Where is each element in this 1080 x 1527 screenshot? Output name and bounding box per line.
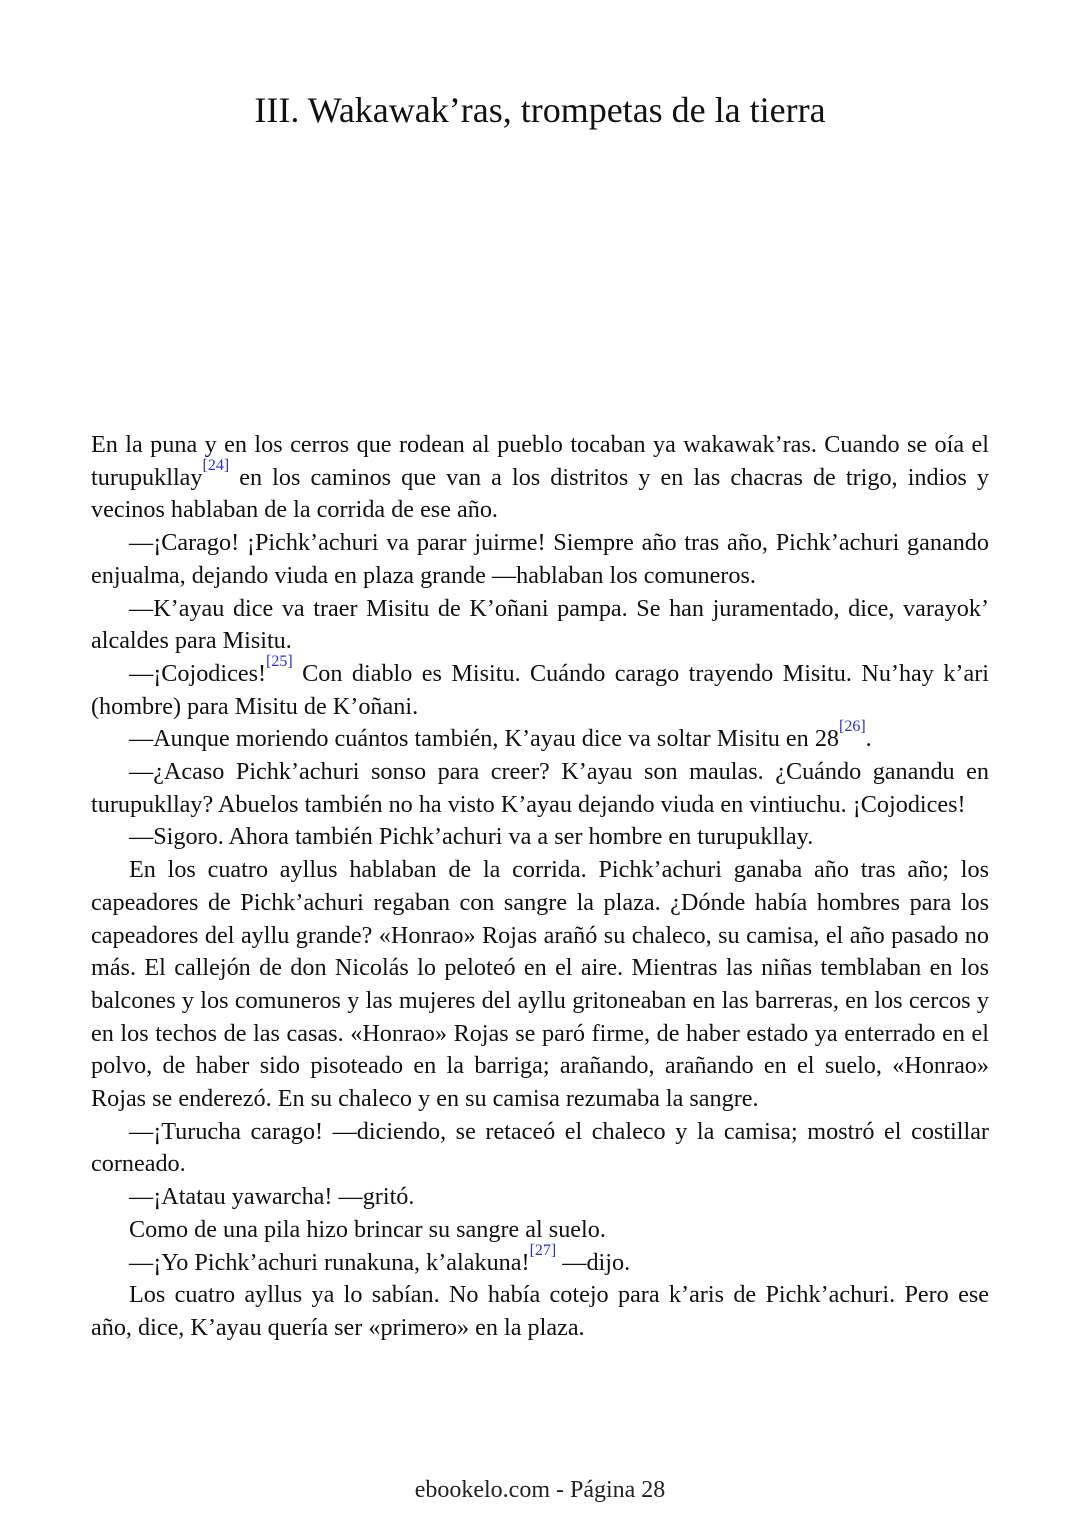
paragraph-text: —¿Acaso Pichk’achuri sonso para creer? K’ayau son maulas. ¿Cuándo ganandu en turupukllay? Abuelos también no ha visto K’ayau dejando viuda en vintiuchu. ¡Cojodices! (91, 758, 989, 818)
paragraph-text: —¡Cojodices! (129, 659, 267, 687)
footnote-ref-24[interactable]: [24] (202, 456, 230, 474)
paragraph-text: —Sigoro. Ahora también Pichk’achuri va a ser hombre en turupukllay. (129, 823, 814, 851)
footnote-ref-27[interactable]: [27] (529, 1241, 557, 1259)
paragraph (91, 652, 989, 723)
paragraph-text: —K’ayau dice va traer Misitu de K’oñani pampa. Se han juramentado, dice, varayok’ alcaldes para Misitu. (91, 594, 989, 655)
paragraph (91, 1241, 989, 1280)
paragraph-text: —¡Atatau yawarcha! —gritó. (129, 1183, 415, 1211)
paragraph (91, 1116, 989, 1181)
paragraph-text: Los cuatro ayllus ya lo sabían. No había cotejo para k’aris de Pichk’achuri. Pero ese año, dice, K’ayau quería ser «primero» en la plaza. (91, 1281, 989, 1341)
footnote-ref-26[interactable]: [26] (839, 718, 866, 736)
chapter-title: III. Wakawak’ras, trompetas de la tierra (254, 90, 826, 130)
paragraph-text: —¡Carago! ¡Pichk’achuri va parar juirme! Siempre año tras año, Pichk’achuri ganando enjualma, dejando viuda en plaza grande —hablaban los comuneros. (91, 529, 989, 589)
paragraph (91, 429, 989, 527)
paragraph-text: —dijo. (556, 1248, 631, 1276)
paragraph (91, 1279, 989, 1344)
paragraph (91, 756, 989, 821)
paragraph (91, 527, 989, 592)
chapter-body (91, 429, 989, 1345)
paragraph (91, 593, 989, 658)
page-footer: ebookelo.com - Página 28 (414, 1477, 666, 1503)
paragraph (91, 718, 989, 756)
paragraph-text: —Aunque moriendo cuántos también, K’ayau dice va soltar Misitu en 28 (129, 725, 839, 753)
paragraph-text: —¡Turucha carago! —diciendo, se retaceó el chaleco y la camisa; mostró el costillar corneado. (91, 1117, 989, 1178)
paragraph (91, 854, 989, 1116)
paragraph-text: En los cuatro ayllus hablaban de la corrida. Pichk’achuri ganaba año tras año; los capeadores de Pichk’achuri regaban con sangre la plaza. ¿Dónde había hombres para los capeadores del ayllu grande? «Honrao» Rojas arañó su chaleco, su camisa, el año pasado no más. El callejón de don Nicolás lo peloteó en el aire. Mientras las niñas temblaban en los balcones y los comuneros y las mujeres del ayllu gritoneaban en las barreras, en los cercos y en los techos de las casas. «Honrao» Rojas se paró firme, de haber estado ya enterrado en el polvo, de haber sido pisoteado en la barriga; arañando, arañando en el suelo, «Honrao» Rojas se enderezó. En su chaleco y en su camisa rezumaba la sangre. (91, 856, 989, 1113)
footnote-ref-25[interactable]: [25] (266, 652, 293, 670)
paragraph-text: En la puna y en los cerros que rodean al pueblo tocaban ya wakawak’ras. Cuando se oía el turupukllay (91, 431, 989, 491)
paragraph (91, 821, 989, 854)
paragraph-text: en los caminos que van a los distritos y en las chacras de trigo, indios y vecinos hablaban de la corrida de ese año. (91, 463, 989, 524)
paragraph-text: Como de una pila hizo brincar su sangre al suelo. (129, 1215, 606, 1243)
paragraph-text: —¡Yo Pichk’achuri runakuna, k’alakuna! (129, 1248, 530, 1276)
paragraph-text: . (865, 725, 872, 753)
paragraph-text: Con diablo es Misitu. Cuándo carago trayendo Misitu. Nu’hay k’ari (hombre) para Misitu de K’oñani. (91, 659, 989, 720)
paragraph (91, 1181, 989, 1214)
